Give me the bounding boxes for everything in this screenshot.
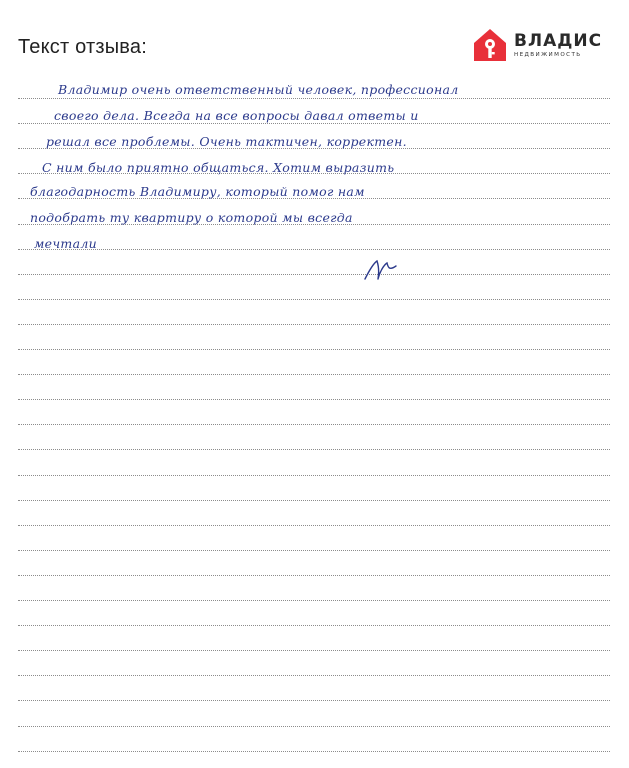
ruled-line xyxy=(18,449,610,450)
ruled-line xyxy=(18,751,610,752)
review-line: мечтали xyxy=(34,236,97,251)
review-line: Владимир очень ответственный человек, профессионал xyxy=(58,82,459,97)
ruled-line xyxy=(18,123,610,124)
review-line: С ним было приятно общаться. Хотим выразить xyxy=(42,160,395,175)
ruled-line xyxy=(18,324,610,325)
ruled-line xyxy=(18,249,610,250)
review-line: своего дела. Всегда на все вопросы давал ответы и xyxy=(54,108,419,123)
ruled-line xyxy=(18,550,610,551)
ruled-line xyxy=(18,726,610,727)
review-line: благодарность Владимиру, который помог нам xyxy=(30,184,365,199)
review-line: решал все проблемы. Очень тактичен, корректен. xyxy=(46,134,407,149)
ruled-line xyxy=(18,575,610,576)
ruled-line xyxy=(18,475,610,476)
ruled-line xyxy=(18,500,610,501)
ruled-line xyxy=(18,349,610,350)
ruled-line xyxy=(18,299,610,300)
review-line: подобрать ту квартиру о которой мы всегда xyxy=(30,210,353,225)
ruled-line xyxy=(18,675,610,676)
ruled-line xyxy=(18,424,610,425)
ruled-line xyxy=(18,525,610,526)
page-title: Текст отзыва: xyxy=(18,36,147,58)
logo-name: ВЛАДИС xyxy=(514,31,603,51)
ruled-line xyxy=(18,650,610,651)
ruled-line xyxy=(18,274,610,275)
ruled-line xyxy=(18,625,610,626)
ruled-line xyxy=(18,700,610,701)
ruled-line xyxy=(18,399,610,400)
ruled-line xyxy=(18,98,610,99)
logo-subtitle: НЕДВИЖИМОСТЬ xyxy=(514,52,582,58)
ruled-line xyxy=(18,374,610,375)
ruled-line xyxy=(18,600,610,601)
signature xyxy=(362,257,402,283)
